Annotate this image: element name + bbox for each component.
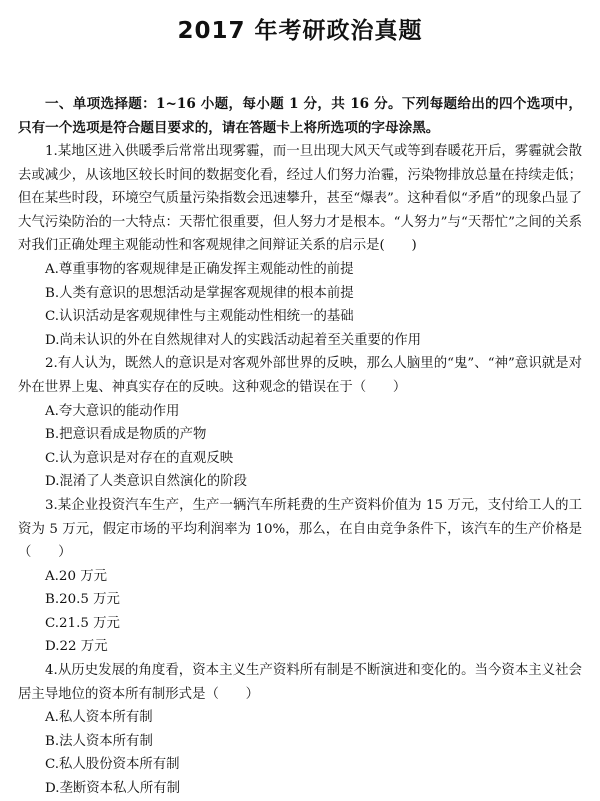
option-c: C.私人股份资本所有制	[45, 757, 180, 773]
option-b: B.人类有意识的思想活动是掌握客观规律的根本前提	[45, 285, 354, 301]
question-stem: 2.有人认为，既然人的意识是对客观外部世界的反映，那么人脑里的“鬼”、“神”意识就是对外在世界上鬼、神真实存在的反映。这种观念的错误在于（ ）	[18, 356, 582, 395]
option-d: D.垄断资本私人所有制	[45, 781, 181, 797]
question-stem: 1.某地区进入供暖季后常常出现雾霾，而一旦出现大风天气或等到春暖花开后，雾霾就会散去或减少，从该地区较长时间的数据变化看，经过人们努力治霾，污染物排放总量在持续走低；但在某些时段，环境空气质量污染指数会迅速攀升，甚至“爆表”。这种看似“矛盾”的现象凸显了大气污染防治的一大特点：天帮忙很重要，但人努力才是根本。“人努力”与“天帮忙”之间的关系对我们正确处理主观能动性和客观规律之间辩证关系的启示是( )	[18, 144, 582, 254]
page-title: 2017 年考研政治真题	[177, 18, 423, 44]
question-1	[18, 140, 582, 352]
option-b: B.20.5 万元	[45, 592, 120, 608]
option-b: B.法人资本所有制	[45, 733, 153, 749]
question-stem: 4.从历史发展的角度看，资本主义生产资料所有制是不断演进和变化的。当今资本主义社会居主导地位的资本所有制形式是（ ）	[18, 663, 582, 702]
option-a: A.尊重事物的客观规律是正确发挥主观能动性的前提	[45, 261, 354, 277]
option-a: A.夸大意识的能动作用	[45, 403, 180, 419]
option-c: C.21.5 万元	[45, 615, 120, 631]
question-stem: 3.某企业投资汽车生产，生产一辆汽车所耗费的生产资料价值为 15 万元，支付给工人的工资为 5 万元，假定市场的平均利润率为 10%，那么，在自由竞争条件下，该汽车的生产价格是（ ）	[18, 497, 582, 561]
option-c: C.认为意识是对存在的直观反映	[45, 450, 234, 466]
option-a: A.私人资本所有制	[45, 710, 153, 726]
question-2	[18, 352, 582, 494]
option-d: D.混淆了人类意识自然演化的阶段	[45, 474, 247, 490]
option-c: C.认识活动是客观规律性与主观能动性相统一的基础	[45, 309, 354, 325]
section-heading: 一、单项选择题：1~16 小题，每小题 1 分，共 16 分。下列每题给出的四个选项中，只有一个选项是符合题目要求的，请在答题卡上将所选项的字母涂黑。	[18, 96, 582, 136]
question-3	[18, 494, 582, 659]
question-4	[18, 659, 582, 801]
option-d: D.尚未认识的外在自然规律对人的实践活动起着至关重要的作用	[45, 332, 422, 348]
option-d: D.22 万元	[45, 639, 108, 655]
option-a: A.20 万元	[45, 568, 108, 584]
option-b: B.把意识看成是物质的产物	[45, 427, 207, 443]
